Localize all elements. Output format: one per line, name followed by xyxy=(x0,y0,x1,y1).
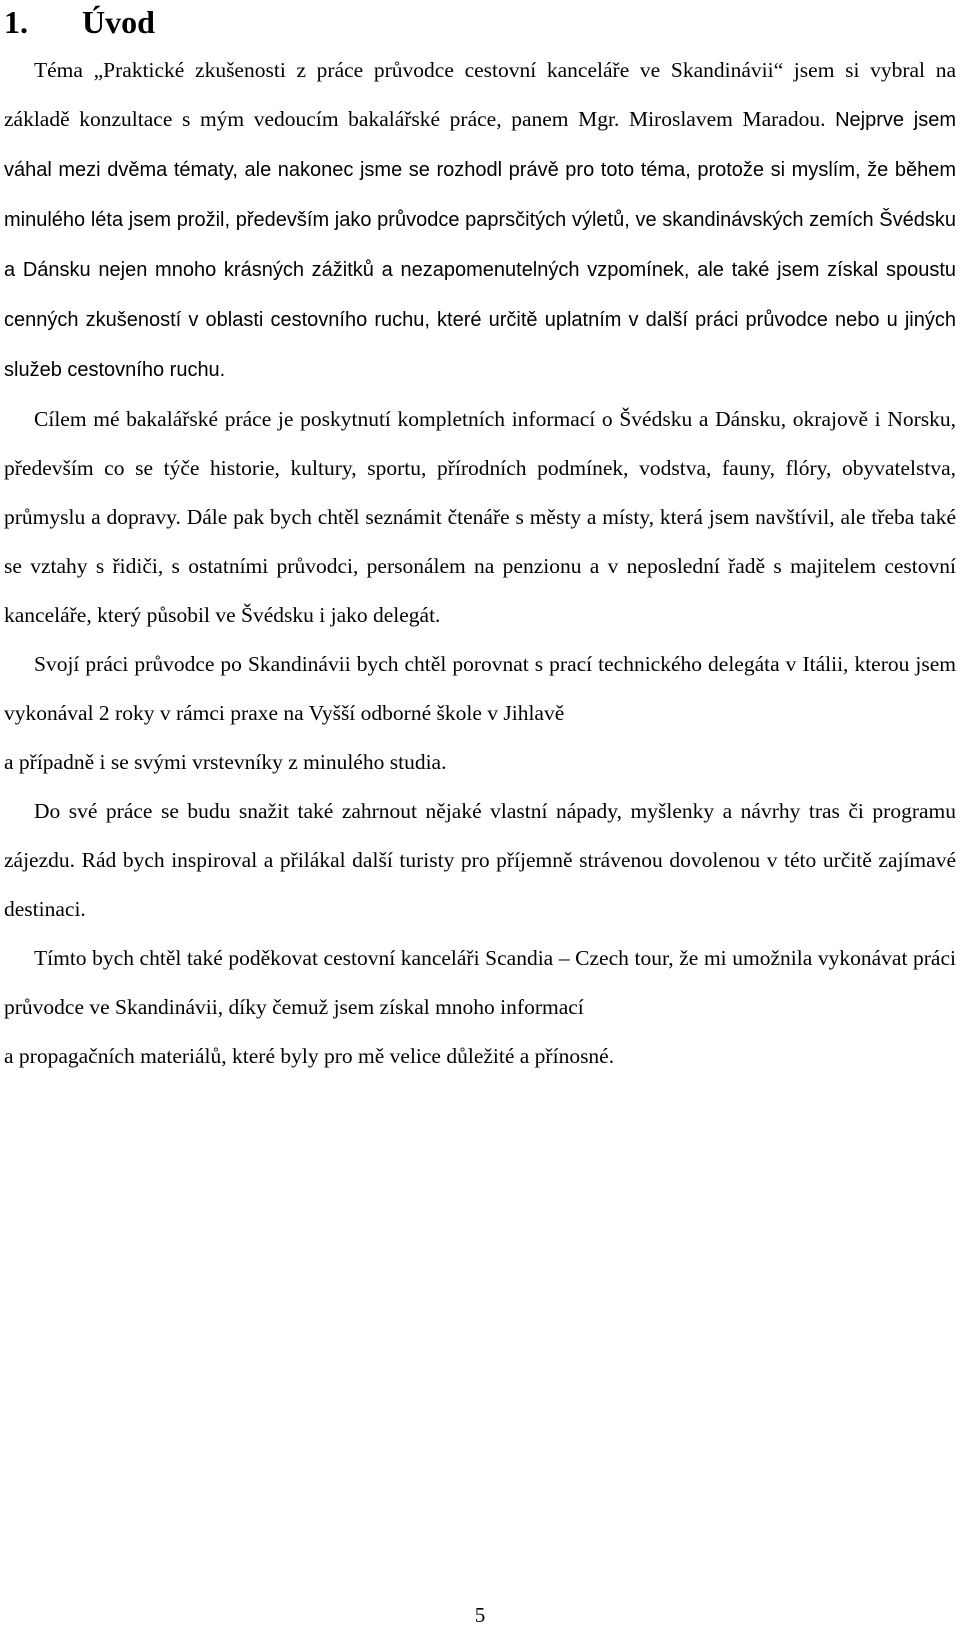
document-body xyxy=(4,46,956,1081)
paragraph-1-part-a: Téma „Praktické zkušenosti z práce průvodce cestovní kanceláře ve Skandinávii“ jsem si vybral na základě konzultace s mým vedoucím bakalářské práce, panem Mgr. Miroslavem Maradou. xyxy=(4,58,956,131)
chapter-title: Úvod xyxy=(82,4,155,40)
paragraph-5-continuation: a propagačních materiálů, které byly pro mě velice důležité a přínosné. xyxy=(4,1044,615,1068)
chapter-heading xyxy=(4,0,155,44)
paragraph-1-part-b: Nejprve jsem váhal mezi dvěma tématy, ale nakonec jsme se rozhodl právě pro toto téma, protože si myslím, že během minulého léta jsem prožil, především jako průvodce paprsčitých výletů, ve skandinávských zemích Švédsku a Dánsku nejen mnoho krásných zážitků a nezapomenutelných vzpomínek, ale také jsem získal spoustu cenných zkušeností v oblasti cestovního ruchu, které určitě uplatním v další práci průvodce nebo u jiných služeb cestovního ruchu. xyxy=(4,109,956,381)
paragraph-2: Cílem mé bakalářské práce je poskytnutí kompletních informací o Švédsku a Dánsku, okrajově i Norsku, především co se týče historie, kultury, sportu, přírodních podmínek, vodstva, fauny, flóry, obyvatelstva, průmyslu a dopravy. Dále pak bych chtěl seznámit čtenáře s městy a místy, která jsem navštívil, ale třeba také se vztahy s řidiči, s ostatními průvodci, personálem na penzionu a v neposlední řadě s majitelem cestovní kanceláře, který působil ve Švédsku i jako delegát. xyxy=(4,407,956,627)
paragraph-4: Do své práce se budu snažit také zahrnout nějaké vlastní nápady, myšlenky a návrhy tras či programu zájezdu. Rád bych inspiroval a přilákal další turisty pro příjemně strávenou dovolenou v této určitě zajímavé destinaci. xyxy=(4,799,956,921)
paragraph-3-continuation: a případně i se svými vrstevníky z minulého studia. xyxy=(4,750,447,774)
chapter-number: 1. xyxy=(4,4,28,40)
paragraph-1 xyxy=(4,46,956,395)
paragraph-5: Tímto bych chtěl také poděkovat cestovní kanceláři Scandia – Czech tour, že mi umožnila vykonávat práci průvodce ve Skandinávii, díky čemuž jsem získal mnoho informací xyxy=(4,946,956,1019)
paragraph-3: Svojí práci průvodce po Skandinávii bych chtěl porovnat s prací technického delegáta v Itálii, kterou jsem vykonával 2 roky v rámci praxe na Vyšší odborné škole v Jihlavě xyxy=(4,652,956,725)
page-number: 5 xyxy=(474,1603,486,1627)
